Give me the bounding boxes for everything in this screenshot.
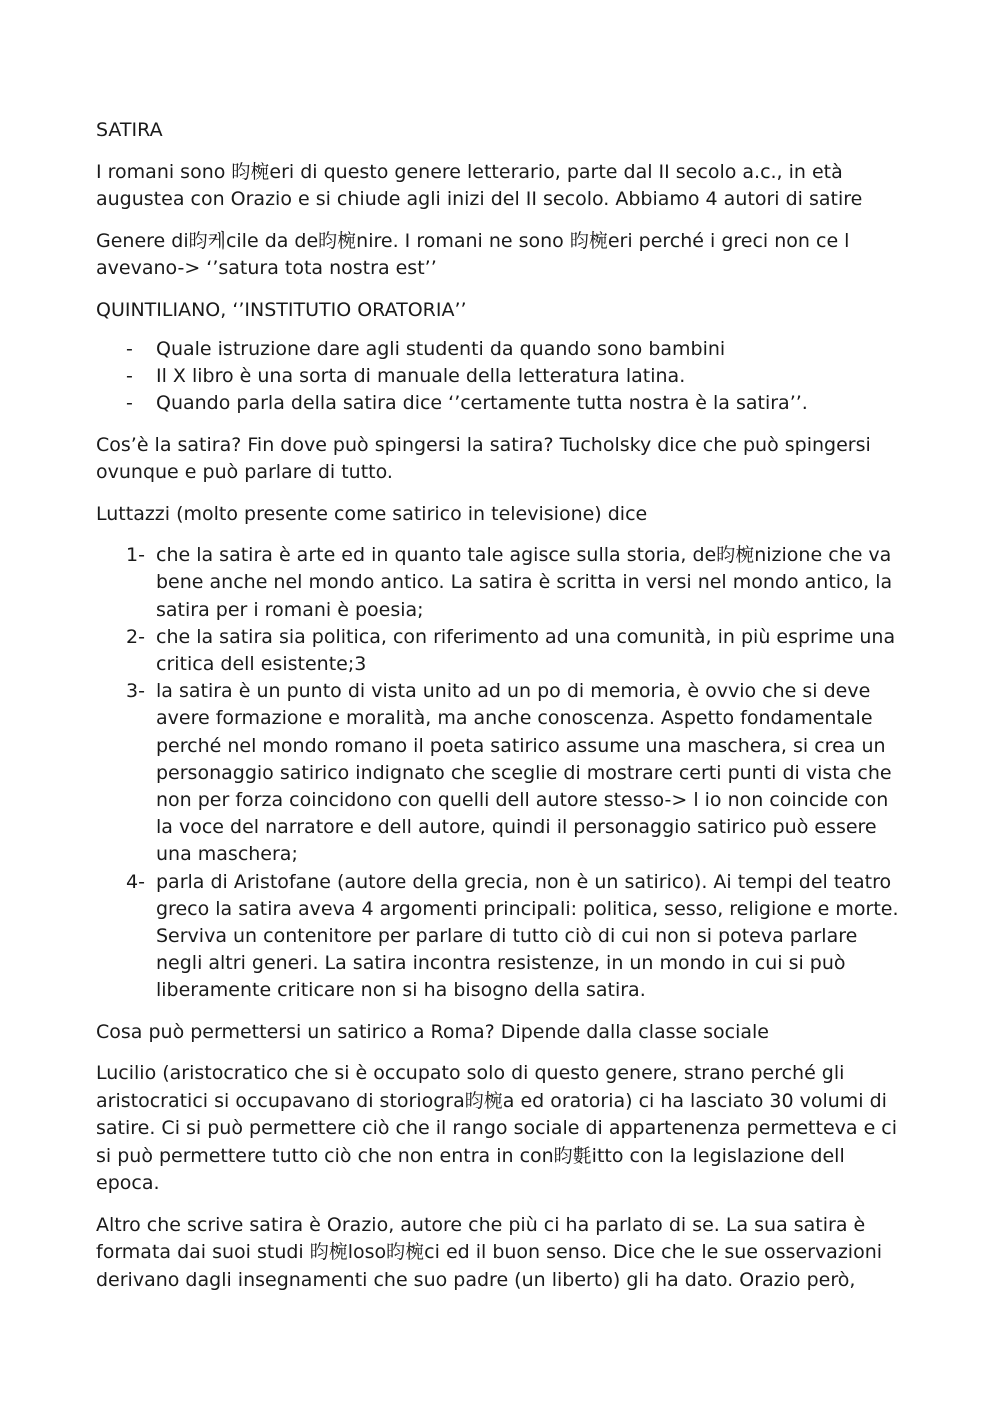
paragraph-quintiliano: QUINTILIANO, ‘’INSTITUTIO ORATORIA’’ xyxy=(96,298,467,321)
list-marker: 3- xyxy=(126,680,145,703)
dash-list xyxy=(96,336,904,418)
list-marker: 4- xyxy=(126,870,145,893)
list-marker: - xyxy=(126,338,133,360)
paragraph-roma: Cosa può permettersi un satirico a Roma? Dipende dalla classe sociale xyxy=(96,1020,769,1043)
list-item-text: parla di Aristofane (autore della grecia, non è un satirico). Ai tempi del teatro greco la satira aveva 4 argomenti principali: politica, sesso, religione e morte. Serviva un contenitore per parlare di tutto ciò di cui non si poteva parlare negli altri generi. La satira incontra resistenze, in un mondo in cui si può liberamente criticare non si ha bisogno della satira. xyxy=(156,870,899,1002)
list-item xyxy=(96,363,904,390)
list-item xyxy=(96,869,904,1005)
paragraph-orazio: Altro che scrive satira è Orazio, autore che più ci ha parlato di se. La sua satira è formata dai suoi studi 昀椀loso昀椀ci ed il buon senso. Dice che le sue osservazioni derivano dagli insegnamenti che suo padre (un liberto) gli ha dato. Orazio però, xyxy=(96,1213,883,1291)
list-item xyxy=(96,336,904,363)
paragraph-lucilio: Lucilio (aristocratico che si è occupato solo di questo genere, strano perché gli aristocratici si occupavano di storiogra昀椀a ed oratoria) ci ha lasciato 30 volumi di satire. Ci si può permettere ciò che il rango sociale di appartenenza permetteva e ci si può permettere tutto ciò che non entra in con昀氀itto con la legislazione dell epoca. xyxy=(96,1062,898,1195)
list-marker: 2- xyxy=(126,625,145,648)
list-marker: - xyxy=(126,365,133,388)
paragraph-genre: Genere di昀케cile da de昀椀nire. I romani ne sono 昀椀eri perché i greci non ce l avevano-> ‘’satura tota nostra est’’ xyxy=(96,229,850,279)
list-item-text: Il X libro è una sorta di manuale della letteratura latina. xyxy=(156,365,686,388)
list-item-text: Quale istruzione dare agli studenti da quando sono bambini xyxy=(156,338,726,360)
list-marker: 1- xyxy=(126,544,145,567)
paragraph-intro: I romani sono 昀椀eri di questo genere letterario, parte dal II secolo a.c., in età augustea con Orazio e si chiude agli inizi del II secolo. Abbiamo 4 autori di satire xyxy=(96,160,863,210)
paragraph-question: Cos’è la satira? Fin dove può spingersi la satira? Tucholsky dice che può spingersi ovunque e può parlare di tutto. xyxy=(96,433,871,484)
numbered-list xyxy=(96,542,904,1004)
list-item xyxy=(96,542,904,624)
paragraph-luttazzi: Luttazzi (molto presente come satirico in televisione) dice xyxy=(96,502,648,525)
list-item-text: Quando parla della satira dice ‘’certamente tutta nostra è la satira’’. xyxy=(156,392,808,415)
doc-title: SATIRA xyxy=(96,119,163,141)
list-item-text: che la satira è arte ed in quanto tale agisce sulla storia, de昀椀nizione che va bene anche nel mondo antico. La satira è scritta in versi nel mondo antico, la satira per i romani è poesia; xyxy=(156,544,893,621)
list-marker: - xyxy=(126,392,133,415)
list-item xyxy=(96,624,904,678)
list-item-text: che la satira sia politica, con riferimento ad una comunità, in più esprime una critica dell esistente;3 xyxy=(156,625,896,675)
list-item xyxy=(96,390,904,417)
list-item xyxy=(96,678,904,868)
list-item-text: la satira è un punto di vista unito ad un po di memoria, è ovvio che si deve avere formazione e moralità, ma anche conoscenza. Aspetto fondamentale perché nel mondo romano il poeta satirico assume una maschera, si crea un personaggio satirico indignato che sceglie di mostrare certi punti di vista che non per forza coincidono con quelli dell autore stesso-> l io non coincide con la voce del narratore e dell autore, quindi il personaggio satirico può essere una maschera; xyxy=(156,680,892,866)
